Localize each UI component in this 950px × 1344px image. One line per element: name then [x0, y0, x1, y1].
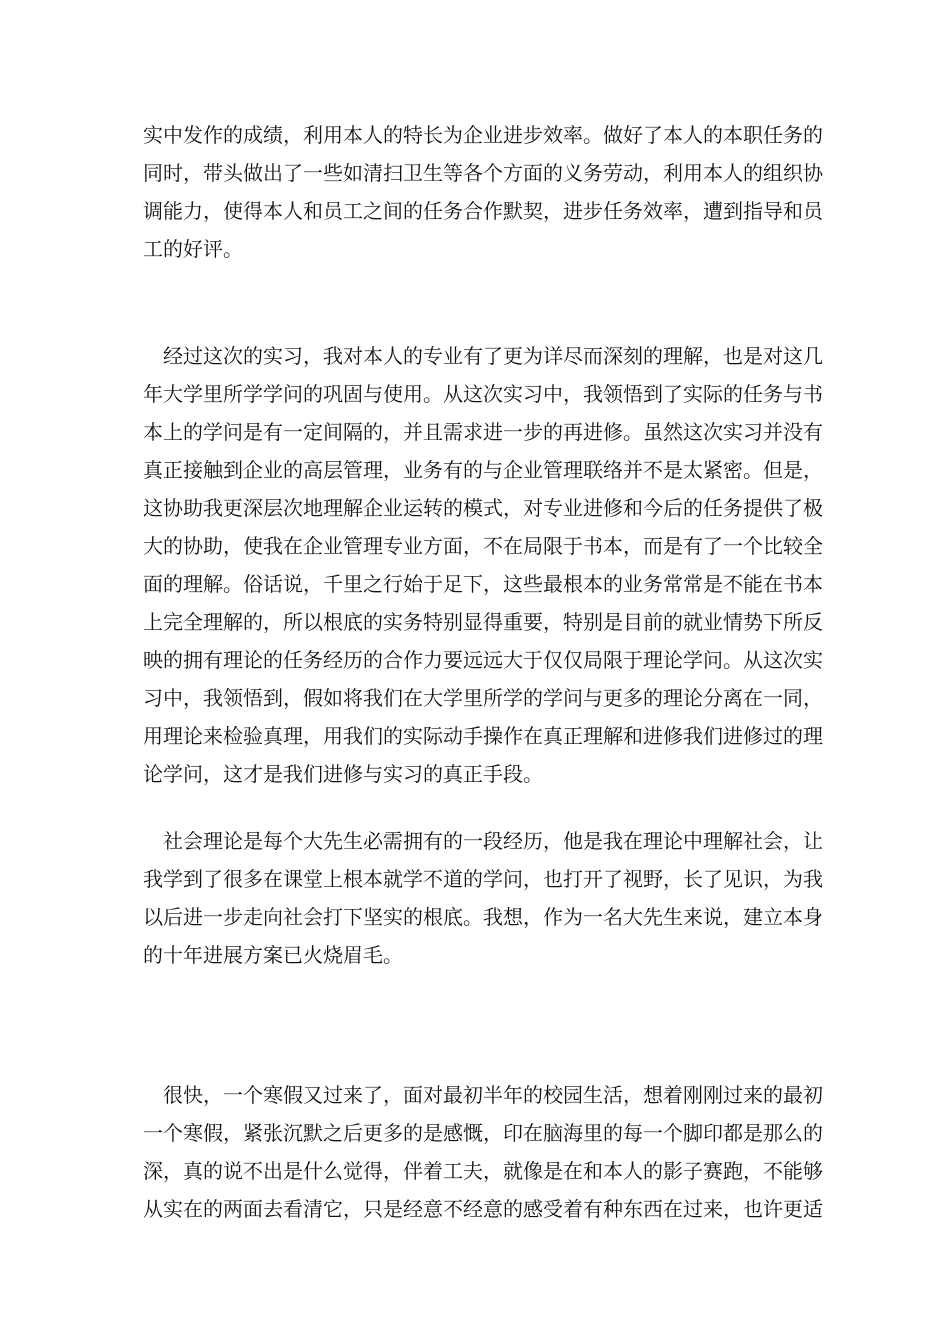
- paragraph-3: [143, 822, 823, 974]
- paragraph-line: 社会理论是每个大先生必需拥有的一段经历，他是我在理论中理解社会，让: [143, 829, 823, 853]
- paragraph-line: 深，真的说不出是什么觉得，伴着工夫，就像是在和本人的影子赛跑，不能够: [143, 1159, 823, 1183]
- paragraph-line: 论学问，这才是我们进修与实习的真正手段。: [143, 762, 543, 786]
- paragraph-line: 面的理解。俗话说，千里之行始于足下，这些最根本的业务常常是不能在书本: [143, 572, 823, 596]
- paragraph-line: 这协助我更深层次地理解企业运转的模式，对专业进修和今后的任务提供了极: [143, 496, 823, 520]
- paragraph-line: 习中，我领悟到，假如将我们在大学里所学的学问与更多的理论分离在一同，: [143, 686, 823, 710]
- paragraph-line: 以后进一步走向社会打下坚实的根底。我想，作为一名大先生来说，建立本身: [143, 905, 823, 929]
- paragraph-line: 实中发作的成绩，利用本人的特长为企业进步效率。做好了本人的本职任务的: [143, 123, 823, 147]
- paragraph-line: 大的协助，使我在企业管理专业方面，不在局限于书本，而是有了一个比较全: [143, 534, 823, 558]
- paragraph-line: 我学到了很多在课堂上根本就学不道的学问，也打开了视野，长了见识，为我: [143, 867, 823, 891]
- paragraph-line: 真正接触到企业的高层管理，业务有的与企业管理联络并不是太紧密。但是，: [143, 458, 823, 482]
- paragraph-line: 工的好评。: [143, 237, 243, 261]
- paragraph-4: [143, 1076, 823, 1228]
- paragraph-line: 调能力，使得本人和员工之间的任务合作默契，进步任务效率，遭到指导和员: [143, 199, 823, 223]
- paragraph-line: 上完全理解的，所以根底的实务特别显得重要，特别是目前的就业情势下所反: [143, 610, 823, 634]
- paragraph-line: 同时，带头做出了一些如清扫卫生等各个方面的义务劳动，利用本人的组织协: [143, 161, 823, 185]
- paragraph-line: 年大学里所学学问的巩固与使用。从这次实习中，我领悟到了实际的任务与书: [143, 382, 823, 406]
- paragraph-line: 本上的学问是有一定间隔的，并且需求进一步的再进修。虽然这次实习并没有: [143, 420, 823, 444]
- paragraph-line: 用理论来检验真理，用我们的实际动手操作在真正理解和进修我们进修过的理: [143, 724, 823, 748]
- paragraph-line: 映的拥有理论的任务经历的合作力要远远大于仅仅局限于理论学问。从这次实: [143, 648, 823, 672]
- paragraph-line: 一个寒假，紧张沉默之后更多的是感慨，印在脑海里的每一个脚印都是那么的: [143, 1121, 823, 1145]
- paragraph-line: 的十年进展方案已火烧眉毛。: [143, 943, 403, 967]
- paragraph-line: 很快，一个寒假又过来了，面对最初半年的校园生活，想着刚刚过来的最初: [143, 1083, 823, 1107]
- paragraph-1: [143, 116, 823, 268]
- paragraph-line: 从实在的两面去看清它，只是经意不经意的感受着有种东西在过来，也许更适: [143, 1197, 823, 1221]
- paragraph-2: [143, 337, 823, 793]
- paragraph-line: 经过这次的实习，我对本人的专业有了更为详尽而深刻的理解，也是对这几: [143, 344, 823, 368]
